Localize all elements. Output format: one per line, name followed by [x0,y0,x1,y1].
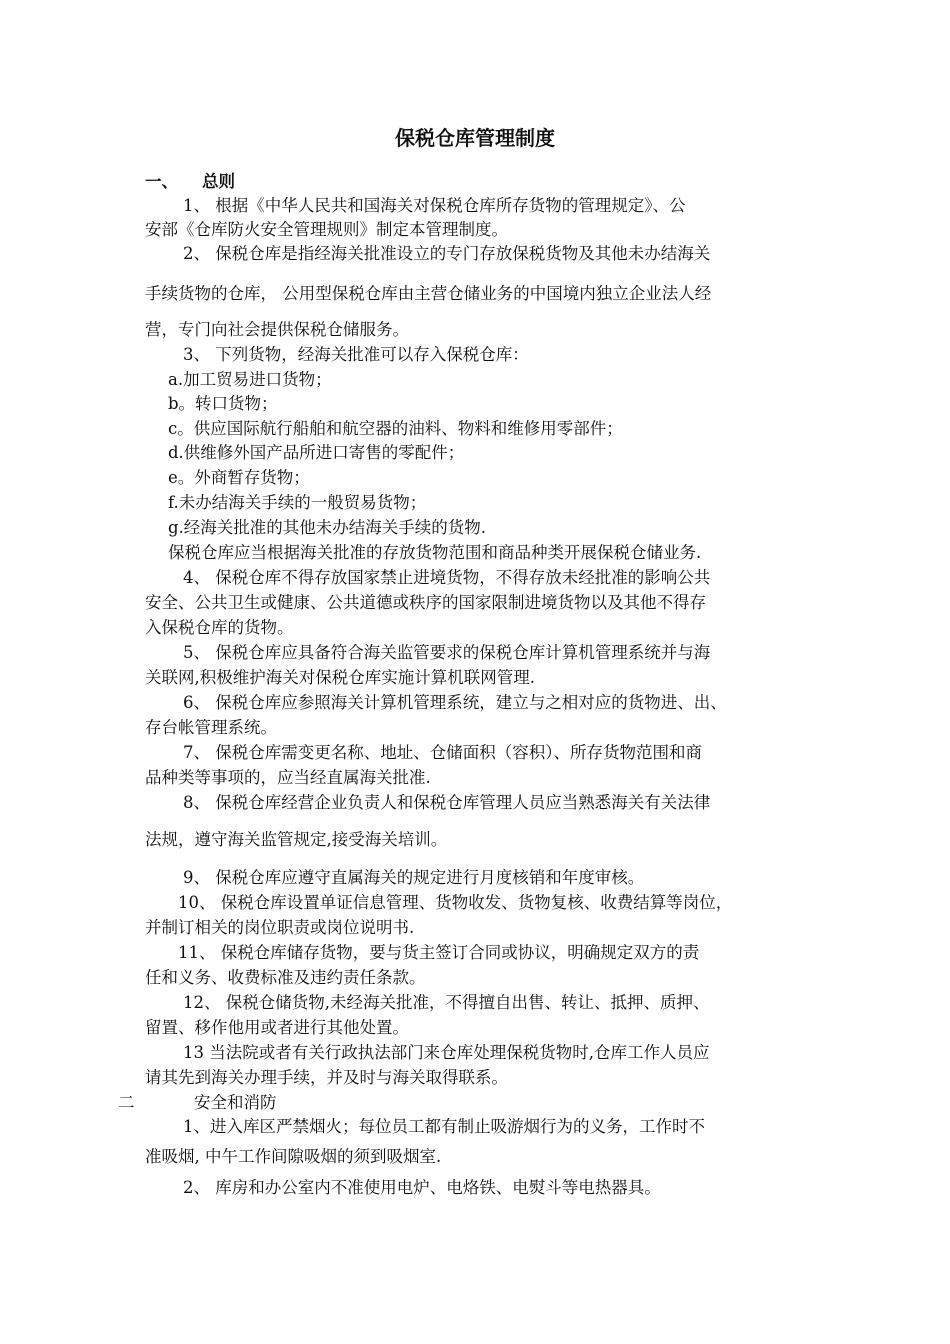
paragraph-line: 11、 保税仓库储存货物，要与货主签订合同或协议，明确规定双方的责 [178,943,700,962]
paragraph-line: 2、 库房和办公室内不准使用电炉、电烙铁、电熨斗等电热器具。 [183,1178,661,1197]
paragraph-line: 1、进入库区严禁烟火；每位员工都有制止吸游烟行为的义务，工作时不 [183,1117,705,1136]
paragraph-line: 法规，遵守海关监管规定,接受海关培训。 [145,830,448,849]
paragraph-line: 手续货物的仓库， 公用型保税仓库由主营仓储业务的中国境内独立企业法人经 [145,284,712,303]
paragraph-line: 12、 保税仓储货物,未经海关批准，不得擅自出售、转让、抵押、质押、 [183,993,710,1012]
paragraph-line: 品种类等事项的，应当经直属海关批准. [145,768,431,787]
section-number: 二 [118,1093,135,1112]
list-item: b。转口货物； [168,394,278,413]
paragraph-line: 8、 保税仓库经营企业负责人和保税仓库管理人员应当熟悉海关有关法律 [183,793,711,812]
paragraph-line: 安全、公共卫生或健康、公共道德或秩序的国家限制进境货物以及其他不得存 [145,593,706,612]
paragraph-line: 保税仓库应当根据海关批准的存放货物范围和商品种类开展保税仓储业务. [168,543,702,562]
paragraph-line: 1、 根据《中华人民共和国海关对保税仓库所存货物的管理规定》、公 [183,196,686,215]
paragraph-line: 6、 保税仓库应参照海关计算机管理系统，建立与之相对应的货物进、出、 [183,693,727,712]
paragraph-line: 3、 下列货物，经海关批准可以存入保税仓库： [183,345,529,364]
paragraph-line: 9、 保税仓库应遵守直属海关的规定进行月度核销和年度审核。 [183,868,645,887]
paragraph-line: 4、 保税仓库不得存放国家禁止进境货物，不得存放未经批准的影响公共 [183,568,711,587]
paragraph-line: 准吸烟, 中午工作间隙吸烟的须到吸烟室. [145,1147,442,1166]
section-number: 一、 [145,172,178,191]
paragraph-line: 任和义务、收费标准及违约责任条款。 [145,968,426,987]
section-heading: 安全和消防 [194,1093,277,1112]
document-title: 保税仓库管理制度 [395,126,555,150]
paragraph-line: 5、 保税仓库应具备符合海关监管要求的保税仓库计算机管理系统并与海 [183,643,711,662]
paragraph-line: 并制订相关的岗位职责或岗位说明书. [145,918,415,937]
paragraph-line: 关联网,积极维护海关对保税仓库实施计算机联网管理. [145,668,535,687]
paragraph-line: 请其先到海关办理手续，并及时与海关取得联系。 [145,1068,508,1087]
list-item: d.供维修外国产品所进口寄售的零配件； [168,443,465,462]
list-item: f.未办结海关手续的一般贸易货物； [168,493,427,512]
list-item: a.加工贸易进口货物； [168,370,332,389]
paragraph-line: 留置、移作他用或者进行其他处置。 [145,1018,409,1037]
section-heading: 总则 [202,172,235,191]
paragraph-line: 13 当法院或者有关行政执法部门来仓库处理保税货物时,仓库工作人员应 [183,1043,710,1062]
paragraph-line: 10、 保税仓库设置单证信息管理、货物收发、货物复核、收费结算等岗位， [178,893,733,912]
paragraph-line: 2、 保税仓库是指经海关批准设立的专门存放保税货物及其他未办结海关 [183,244,711,263]
list-item: g.经海关批准的其他未办结海关手续的货物. [168,518,487,537]
list-item: c。供应国际航行船舶和航空器的油料、物料和维修用零部件； [168,419,623,438]
paragraph-line: 入保税仓库的货物。 [145,618,294,637]
paragraph-line: 营，专门向社会提供保税仓储服务。 [145,320,409,339]
paragraph-line: 存台帐管理系统。 [145,718,277,737]
paragraph-line: 7、 保税仓库需变更名称、地址、仓储面积（容积）、所存货物范围和商 [183,743,702,762]
paragraph-line: 安部《仓库防火安全管理规则》制定本管理制度。 [145,220,508,239]
list-item: e。外商暂存货物； [168,468,310,487]
